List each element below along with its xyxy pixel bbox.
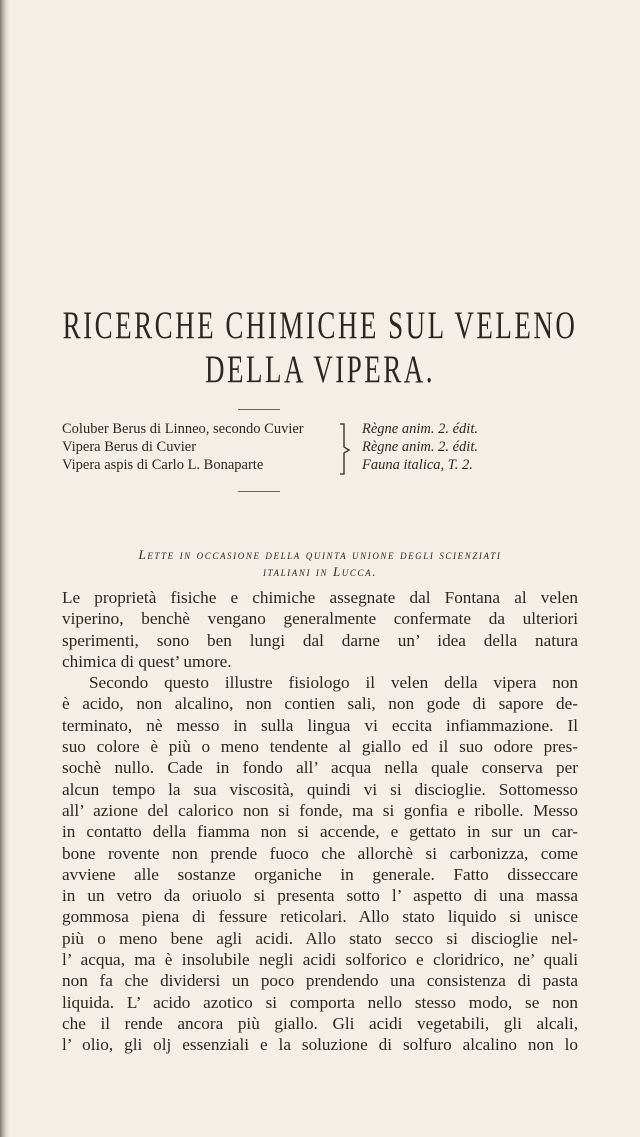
occasion-line: italiani in Lucca. (262, 564, 378, 579)
text-line: è acido, non alcalino, non contien sali, non gode di sapore de- (62, 694, 578, 714)
text-line: sochè nullo. Cade in fondo all’ acqua nella quale conserva per (62, 758, 578, 778)
text-line: suo colore è più o meno tendente al giallo ed il suo odore pres- (62, 737, 578, 757)
synonym-names (62, 420, 337, 474)
text-line: sperimenti, sono ben lungi dal darne un’ idea della natura (62, 630, 578, 650)
occasion-line: Lette in occasione della quinta unione degli scienziati (138, 547, 502, 562)
text-line: liquida. L’ acido azotico si comporta nello stesso modo, se non (62, 992, 578, 1012)
text-line: in contatto della fiamma non si accende, e gettato in sur un car- (62, 822, 578, 842)
text-line: avviene alle sostanze organiche in generale. Fatto disseccare (62, 864, 578, 884)
text-line: che il rende ancora più giallo. Gli acidi vegetabili, gli alcali, (62, 1013, 578, 1033)
synonym-name: Coluber Berus di Linneo, secondo Cuvier (62, 421, 304, 437)
text-line: in un vetro da oriuolo si presenta sotto l’ aspetto di una massa (62, 886, 578, 906)
synonym-reference: Fauna italica, T. 2. (362, 457, 473, 473)
synonym-name: Vipera aspis di Carlo L. Bonaparte (62, 457, 264, 473)
text-line: non fa che dividersi un poco prendendo una consistenza di pasta (62, 971, 578, 991)
right-brace-icon (338, 423, 354, 475)
page-subtitle: DELLA VIPERA. (204, 347, 435, 391)
occasion-note (60, 546, 580, 580)
title-block (0, 303, 640, 391)
page-binding-edge (0, 0, 10, 1137)
divider-rule-top (238, 409, 280, 410)
text-line: l’ acqua, ma è insolubile negli acidi solforico e cloridrico, ne’ quali (62, 950, 578, 970)
text-line: alcun tempo la sua viscosità, quindi vi si discioglie. Sottomesso (62, 779, 578, 799)
text-line: più o meno bene agli acidi. Allo stato secco si discioglie nel- (62, 928, 578, 948)
page-title: RICERCHE CHIMICHE SUL VELENO (62, 303, 578, 347)
text-line: viperino, benchè vengano generalmente confermate da ulteriori (62, 609, 578, 629)
synonym-name: Vipera Berus di Cuvier (62, 439, 197, 455)
synonym-references (362, 420, 562, 474)
text-line: bone rovente non prende fuoco che allorchè si carbonizza, come (62, 843, 578, 863)
text-line: gommosa piena di fessure reticolari. Allo stato liquido si unisce (62, 907, 578, 927)
synonym-reference: Règne anim. 2. édit. (362, 439, 478, 455)
text-line: l’ olio, gli olj essenziali e la soluzione di solfuro alcalino non lo (62, 1035, 578, 1055)
text-line: terminato, nè messo in sulla lingua vi eccita infiammazione. Il (62, 715, 578, 735)
body-text (62, 587, 578, 1056)
text-line: all’ azione del calorico non si fonde, ma si gonfia e ribolle. Messo (62, 800, 578, 820)
text-line: chimica di quest’ umore. (62, 651, 232, 671)
divider-rule-bottom (238, 491, 280, 492)
synonym-reference: Règne anim. 2. édit. (362, 421, 478, 437)
text-line: Secondo questo illustre fisiologo il velen della vipera non (89, 673, 578, 693)
text-line: Le proprietà fisiche e chimiche assegnate dal Fontana al velen (62, 588, 578, 607)
